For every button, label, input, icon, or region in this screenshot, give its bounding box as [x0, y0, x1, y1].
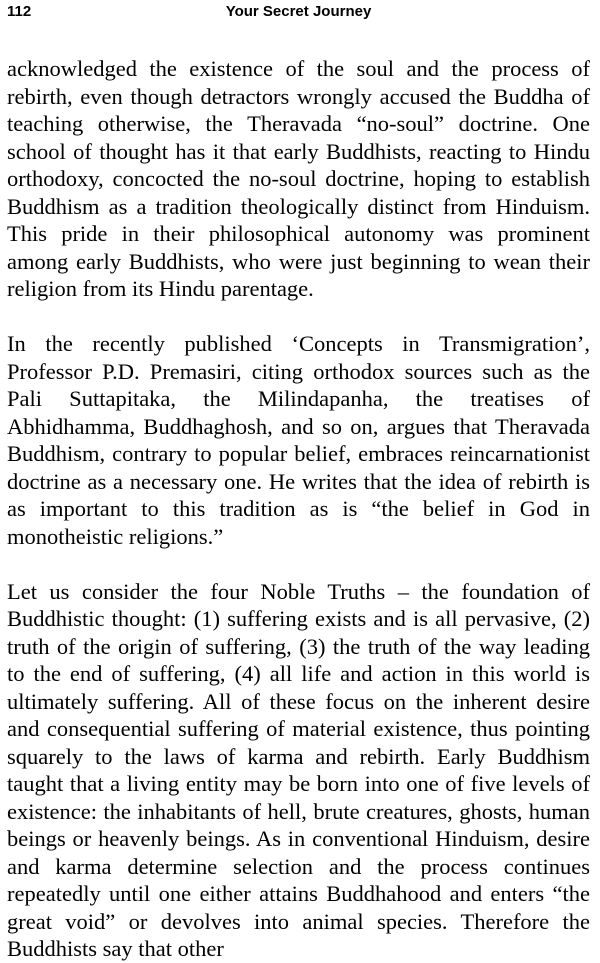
- paragraph-2: In the recently published ‘Concepts in Transmigration’, Professor P.D. Premasiri, citing orthodox sources such as the Pali Suttapitaka, the Milindapanha, the treatises of Abhidhamma, Buddhaghosh, and so on, argues that Theravada Buddhism, contrary to popular belief, embraces reincarnationist doctrine as a necessary one. He writes that the idea of rebirth is as important to this tradition as is “the belief in God in monotheistic religions.”: [7, 331, 590, 549]
- page-number: 112: [7, 3, 32, 20]
- paragraph-3: Let us consider the four Noble Truths – the foundation of Buddhistic thought: (1) suffering exists and is all pervasive, (2) truth of the origin of suffering, (3) the truth of the way leading to the end of suffering, (4) all life and action in this world is ultimately suffering. All of these focus on the inherent desire and consequential suffering of material existence, thus pointing squarely to the laws of karma and rebirth. Early Buddhism taught that a living entity may be born into one of five levels of existence: the inhabitants of hell, brute creatures, ghosts, human beings or heavenly beings. As in conventional Hinduism, desire and karma determine selection and the process continues repeatedly until one either attains Buddhahood and enters “the great void” or devolves into animal species. Therefore the Buddhists say that other: [7, 578, 590, 961]
- book-title: Your Secret Journey: [225, 3, 372, 20]
- running-header: [7, 0, 590, 24]
- paragraph-1: acknowledged the existence of the soul and the process of rebirth, even though detractors wrongly accused the Buddha of teaching otherwise, the Theravada “no-soul” doctrine. One school of thought has it that early Buddhists, reacting to Hindu orthodoxy, concocted the no-soul doctrine, hoping to establish Buddhism as a tradition theologically distinct from Hinduism. This pride in their philosophical autonomy was prominent among early Buddhists, who were just beginning to wean their religion from its Hindu parentage.: [7, 56, 590, 301]
- body-text: [7, 55, 590, 963]
